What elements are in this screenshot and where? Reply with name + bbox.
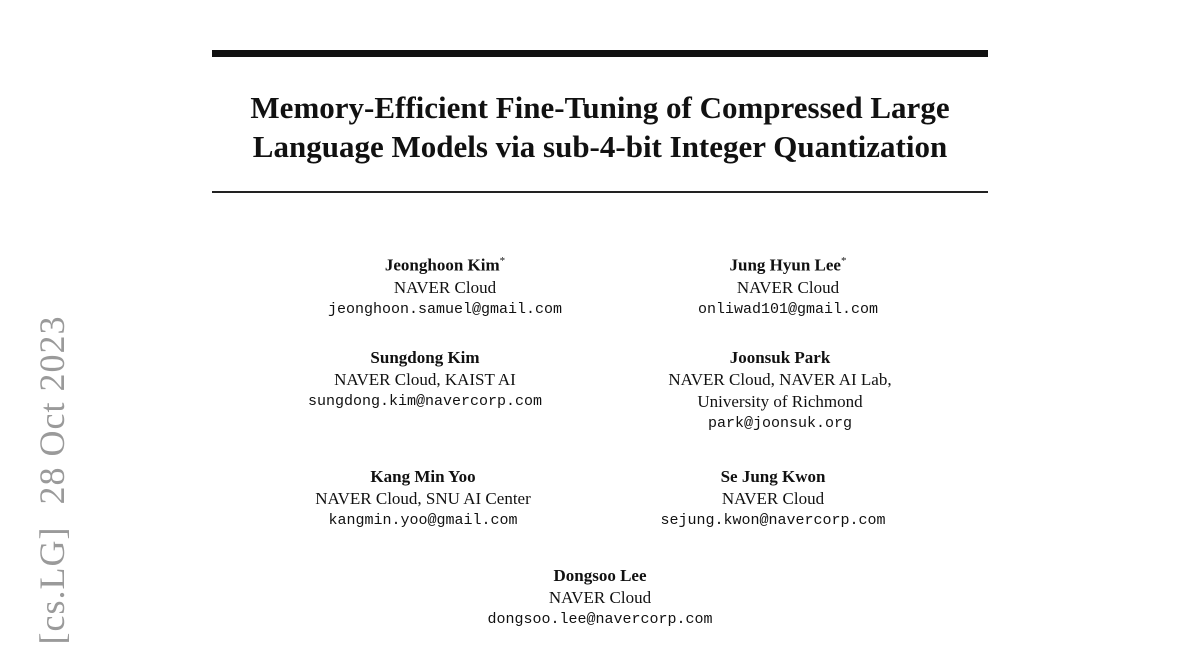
paper-title-line-1: Memory-Efficient Fine-Tuning of Compressed Large [250, 90, 950, 125]
title-bottom-rule [212, 191, 988, 193]
author-block [603, 466, 943, 532]
author-name: Jeonghoon Kim* [384, 255, 506, 275]
author-name: Joonsuk Park [729, 348, 831, 367]
title-top-rule [212, 50, 988, 57]
paper-title [200, 88, 1000, 166]
author-affiliation: NAVER Cloud [393, 277, 497, 297]
author-block [255, 347, 595, 413]
author-block [610, 347, 950, 435]
equal-contribution-mark: * [499, 255, 506, 267]
author-block [253, 466, 593, 532]
author-email: jeonghoon.samuel@gmail.com [327, 300, 563, 318]
author-name: Kang Min Yoo [370, 467, 476, 486]
author-affiliation-line-2: University of Richmond [697, 392, 863, 411]
author-block [430, 565, 770, 631]
paper-title-line-2: Language Models via sub-4-bit Integer Quantization [252, 129, 948, 164]
author-email: kangmin.yoo@gmail.com [328, 512, 518, 529]
author-block [275, 250, 615, 321]
author-email: sungdong.kim@navercorp.com [307, 393, 543, 410]
author-affiliation: NAVER Cloud [736, 277, 840, 297]
arxiv-category: [cs.LG] [32, 526, 72, 645]
author-name: Jung Hyun Lee* [729, 255, 847, 275]
author-email: onliwad101@gmail.com [697, 300, 879, 318]
author-affiliation: NAVER Cloud, NAVER AI Lab, [668, 370, 892, 389]
author-name: Dongsoo Lee [553, 566, 647, 585]
author-affiliation: NAVER Cloud, SNU AI Center [315, 489, 531, 508]
author-name: Sungdong Kim [370, 348, 480, 367]
author-email: dongsoo.lee@navercorp.com [487, 611, 713, 628]
equal-contribution-mark: * [840, 255, 847, 267]
author-affiliation: NAVER Cloud [548, 588, 652, 607]
author-affiliation: NAVER Cloud, KAIST AI [334, 370, 516, 389]
arxiv-side-stamp [31, 316, 73, 645]
author-email: park@joonsuk.org [707, 415, 853, 432]
arxiv-date: 28 Oct 2023 [32, 315, 72, 505]
author-block [618, 250, 958, 321]
author-affiliation: NAVER Cloud [721, 489, 825, 508]
author-email: sejung.kwon@navercorp.com [660, 512, 886, 529]
author-name: Se Jung Kwon [720, 467, 826, 486]
